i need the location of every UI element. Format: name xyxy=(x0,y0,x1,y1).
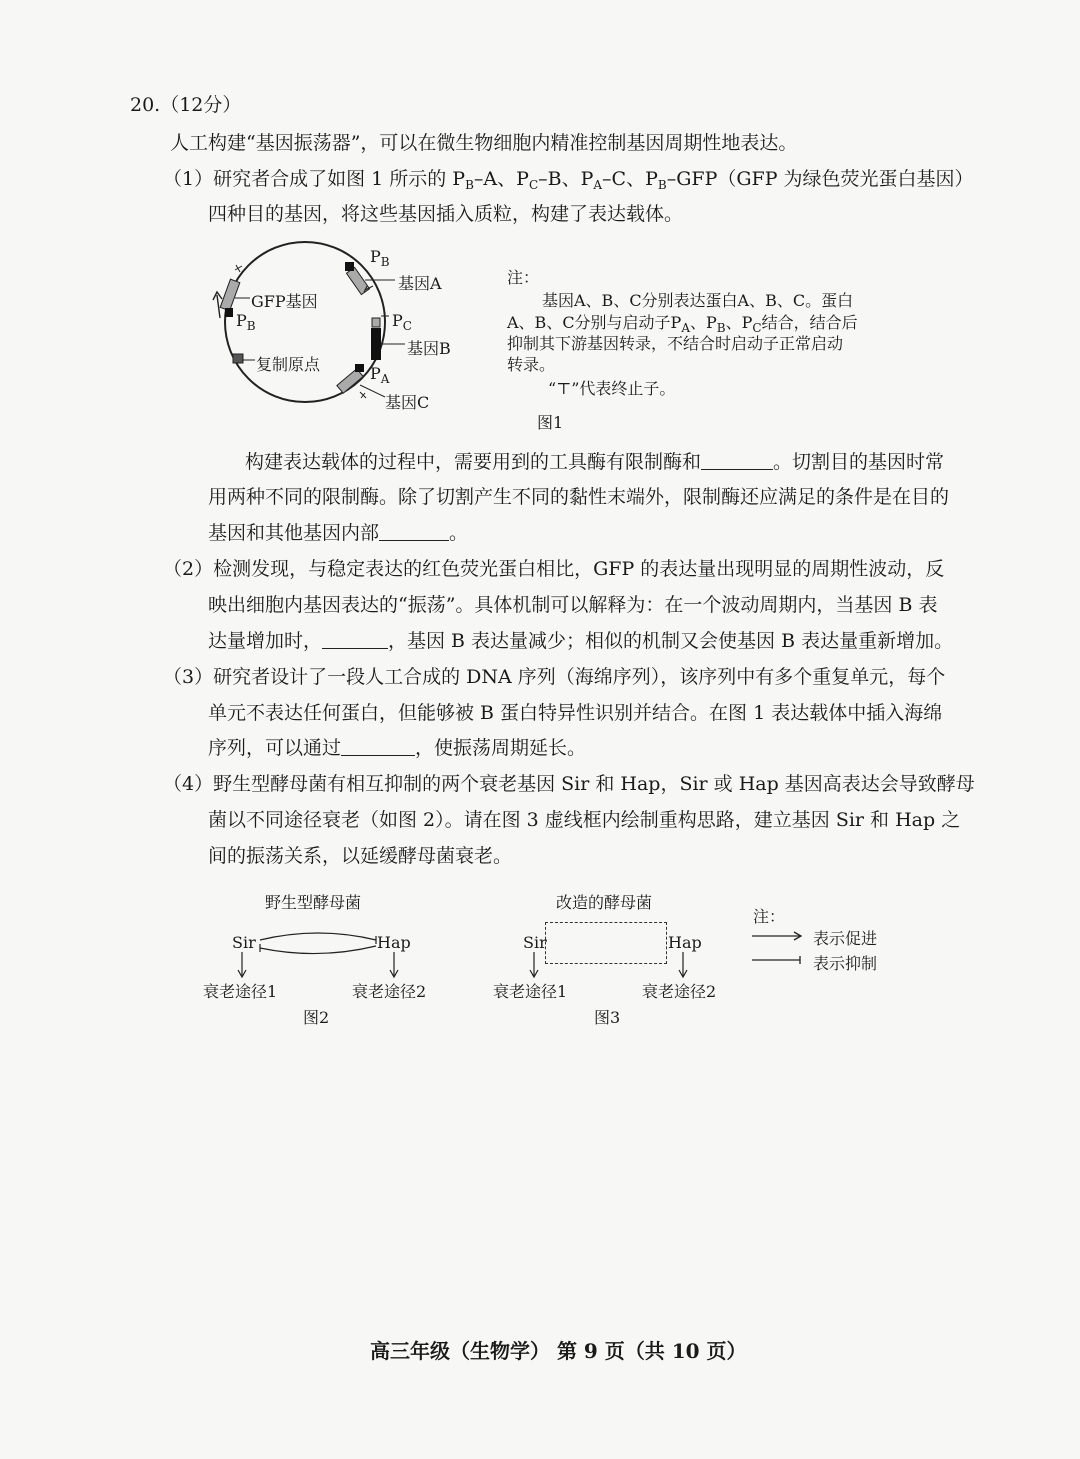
fig3-title: 改造的酵母菌 xyxy=(556,893,653,912)
fig2-caption: 图2 xyxy=(303,1008,330,1027)
gfp-gene-segment xyxy=(220,279,240,311)
terminator-icon xyxy=(360,392,366,398)
part4-line3: 间的振荡关系，以延缓酵母菌衰老。 xyxy=(208,845,513,867)
answer-blank[interactable] xyxy=(341,738,415,756)
fig1-caption: 图1 xyxy=(537,413,564,432)
fig1-note-line: A、B、C分别与启动子$P_A$、$P_B$、$P_C$结合，结合后 xyxy=(507,313,858,335)
legend-title: 注： xyxy=(753,907,786,926)
fig1-note-title: 注： xyxy=(507,268,540,287)
pb-top-promoter xyxy=(345,262,354,271)
part2-line2: 映出细胞内基因表达的“振荡”。具体机制可以解释为：在一个波动周期内，当基因 B 表 xyxy=(208,594,938,616)
pb-left-promoter xyxy=(225,308,233,317)
legend-inhibit: 表示抑制 xyxy=(813,954,878,973)
fig2-arrows xyxy=(200,920,440,980)
fig1-note-line: 抑制其下游基因转录，不结合时启动子正常启动 xyxy=(507,334,844,353)
fig3-caption: 图3 xyxy=(594,1008,621,1027)
question-number: 20.（12分） xyxy=(130,94,242,116)
answer-blank[interactable] xyxy=(322,631,388,649)
fig3-sir: Sir xyxy=(523,933,547,952)
legend-promote: 表示促进 xyxy=(813,929,878,948)
part1-after-line1: 构建表达载体的过程中，需要用到的工具酶有限制酶和 。切割目的基因时常 xyxy=(245,451,945,473)
part2-line3: 达量增加时， ，基因 B 表达量减少；相似的机制又会使基因 B 表达量重新增加。 xyxy=(208,630,954,652)
pc-promoter xyxy=(372,318,380,327)
pa-promoter xyxy=(355,364,364,372)
label-origin: 复制原点 xyxy=(256,355,321,374)
label-gene-a: 基因A xyxy=(398,274,442,293)
fig3-path2: 衰老途径2 xyxy=(642,982,717,1001)
legend-symbols xyxy=(752,926,808,966)
part1-line2: 四种目的基因，将这些基因插入质粒，构建了表达载体。 xyxy=(208,203,684,225)
fig3-path1: 衰老途径1 xyxy=(493,982,568,1001)
label-gene-c: 基因C xyxy=(385,393,430,412)
intro-text: 人工构建“基因振荡器”，可以在微生物细胞内精准控制基因周期性地表达。 xyxy=(170,132,798,154)
part3-line2: 单元不表达任何蛋白，但能够被 B 蛋白特异性识别并结合。在图 1 表达载体中插入海绵 xyxy=(208,702,943,724)
label-pb-left: $P_B$ xyxy=(236,311,256,333)
part3-line1: （3）研究者设计了一段人工合成的 DNA 序列（海绵序列），该序列中有多个重复单元，每个 xyxy=(163,666,946,688)
label-gene-b: 基因B xyxy=(407,339,451,358)
answer-blank[interactable] xyxy=(379,523,449,541)
part3-line3: 序列，可以通过 ，使振荡周期延长。 xyxy=(208,737,587,759)
fig1-note-line: 基因A、B、C分别表达蛋白A、B、C。蛋白 xyxy=(542,291,854,310)
part1-after-line2: 用两种不同的限制酶。除了切割产生不同的黏性末端外，限制酶还应满足的条件是在目的 xyxy=(208,486,950,508)
part4-line2: 菌以不同途径衰老（如图 2）。请在图 3 虚线框内绘制重构思路，建立基因 Sir 和 Hap 之 xyxy=(208,809,961,831)
part2-line1: （2）检测发现，与稳定表达的红色荧光蛋白相比，GFP 的表达量出现明显的周期性波动，反 xyxy=(163,558,945,580)
origin-marker xyxy=(233,354,243,363)
label-pc: $P_C$ xyxy=(392,311,412,333)
label-pa: $P_A$ xyxy=(370,364,390,386)
part4-line1: （4）野生型酵母菌有相互抑制的两个衰老基因 Sir 和 Hap，Sir 或 Hap 基因高表达会导致酵母 xyxy=(163,773,975,795)
answer-blank[interactable] xyxy=(701,452,773,470)
page-footer: 高三年级（生物学） 第 9 页（共 10 页） xyxy=(370,1339,747,1363)
fig2-path1: 衰老途径1 xyxy=(203,982,278,1001)
terminator-icon xyxy=(381,312,389,320)
fig3-arrows xyxy=(520,950,700,980)
fig2-path2: 衰老途径2 xyxy=(352,982,427,1001)
fig1-note-line: 转录。 xyxy=(507,355,556,374)
terminator-icon xyxy=(235,265,242,272)
fig2-hap: Hap xyxy=(377,933,411,952)
fig1-note-line: “⊤”代表终止子。 xyxy=(548,379,676,398)
gene-b-segment xyxy=(371,328,381,360)
fig2-sir: Sir xyxy=(232,933,256,952)
fig3-hap: Hap xyxy=(668,933,702,952)
part1-line1: （1）研究者合成了如图 1 所示的 $P_B-A$、$P_C-B$、$P_A-C$、$P_B-GFP(GFP$ 为绿色荧光蛋白基因） xyxy=(163,168,974,192)
fig2-title: 野生型酵母菌 xyxy=(265,893,362,912)
part1-after-line3: 基因和其他基因内部 。 xyxy=(208,522,469,544)
label-gfp-gene: GFP基因 xyxy=(251,292,318,311)
label-pb-top: $P_B$ xyxy=(370,247,390,269)
